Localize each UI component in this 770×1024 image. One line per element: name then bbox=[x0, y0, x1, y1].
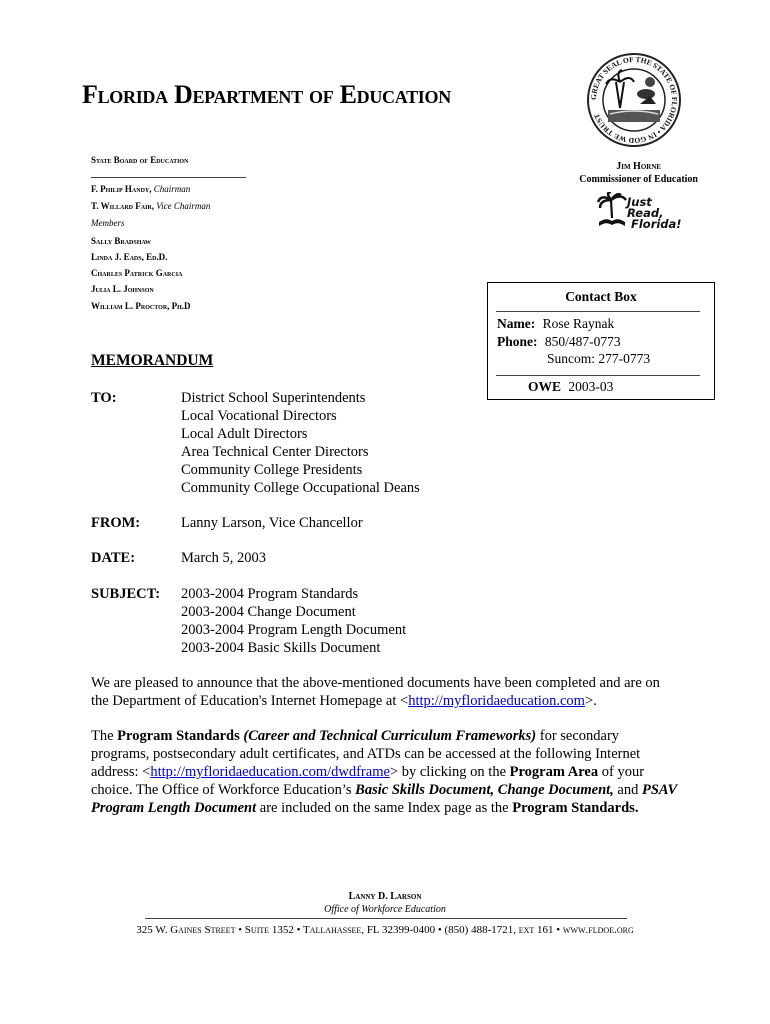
board-member: Sally Bradshaw bbox=[91, 236, 152, 246]
subject-item: 2003-2004 Program Length Document bbox=[181, 622, 407, 638]
recipient: Community College Occupational Deans bbox=[181, 480, 420, 496]
page-title: Florida Department of Education bbox=[82, 80, 451, 109]
homepage-link[interactable]: http://myfloridaeducation.com bbox=[408, 693, 585, 709]
board-member: Julia L. Johnson bbox=[91, 284, 154, 294]
footer-office: Office of Workforce Education bbox=[324, 904, 446, 915]
contact-suncom: Suncom: 277-0773 bbox=[547, 351, 651, 366]
subject-item: 2003-2004 Program Standards bbox=[181, 586, 359, 602]
commissioner-title: Commissioner of Education bbox=[579, 174, 698, 185]
recipient: Area Technical Center Directors bbox=[181, 444, 369, 460]
memo-subject-label: SUBJECT: bbox=[91, 586, 161, 602]
recipient: Community College Presidents bbox=[181, 462, 363, 478]
memo-subject-list bbox=[181, 585, 406, 657]
recipient: Local Adult Directors bbox=[181, 426, 308, 442]
logo-text: Just Read, Florida! bbox=[627, 195, 682, 231]
commissioner-block bbox=[579, 160, 698, 186]
recipient: District School Superintendents bbox=[181, 390, 366, 406]
contact-box-title: Contact Box bbox=[565, 289, 637, 304]
board-divider bbox=[91, 177, 246, 178]
board-member: Linda J. Eads, Ed.D. bbox=[91, 252, 168, 262]
dwdframe-link[interactable]: http://myfloridaeducation.com/dwdframe bbox=[150, 764, 390, 780]
board-chairman: F. Philip Handy, Chairman bbox=[91, 184, 191, 194]
just-read-florida-logo bbox=[597, 192, 687, 230]
memo-to-label: TO: bbox=[91, 390, 117, 406]
commissioner-name: Jim Horne bbox=[616, 161, 662, 172]
seal-icon bbox=[586, 52, 682, 148]
contact-divider bbox=[496, 311, 700, 312]
memo-from-label: FROM: bbox=[91, 515, 141, 531]
memo-date-label: DATE: bbox=[91, 550, 136, 566]
memo-from-value: Lanny Larson, Vice Chancellor bbox=[181, 515, 363, 531]
memo-to-list bbox=[181, 389, 420, 497]
board-members-label: Members bbox=[91, 218, 125, 228]
state-seal bbox=[586, 52, 682, 148]
contact-name: Name: Rose Raynak bbox=[497, 316, 615, 331]
palm-book-icon bbox=[597, 192, 627, 228]
memo-date-value: March 5, 2003 bbox=[181, 550, 266, 566]
contact-divider bbox=[496, 375, 700, 376]
board-heading: State Board of Education bbox=[91, 155, 189, 165]
board-vice-chairman: T. Willard Fair, Vice Chairman bbox=[91, 201, 211, 211]
body-paragraph-2: The Program Standards (Career and Technical Curriculum Frameworks) for secondary programs, postsecondary adult certificates, and ATDs can be accessed at the following Internet address: <http://myfloridaeducation.com/dwdframe> by clicking on the Program Area of your choice. The Office of Workforce Education’s Basic Skills Document, Change Document, and PSAV Program Length Document are included on the same Index page as the Program Standards. bbox=[91, 728, 677, 816]
subject-item: 2003-2004 Change Document bbox=[181, 604, 356, 620]
board-member: William L. Proctor, Ph.D bbox=[91, 301, 191, 311]
contact-box bbox=[487, 282, 715, 400]
footer-divider bbox=[145, 918, 627, 919]
subject-item: 2003-2004 Basic Skills Document bbox=[181, 640, 381, 656]
footer-address: 325 W. Gaines Street • Suite 1352 • Tallahassee, FL 32399-0400 • (850) 488-1721, ext 161 • www.fldoe.org bbox=[136, 924, 634, 936]
board-member: Charles Patrick Garcia bbox=[91, 268, 183, 278]
svg-text:GREAT SEAL OF THE STATE OF FLO: GREAT SEAL OF THE STATE OF FLORIDA • IN GOD WE TRUST bbox=[588, 54, 680, 146]
contact-phone: Phone: 850/487-0773 bbox=[497, 333, 621, 349]
memo-heading: MEMORANDUM bbox=[91, 352, 214, 369]
footer-name: Lanny D. Larson bbox=[348, 891, 422, 902]
contact-owe: OWE 2003-03 bbox=[528, 379, 614, 394]
recipient: Local Vocational Directors bbox=[181, 408, 337, 424]
body-paragraph-1: We are pleased to announce that the above-mentioned documents have been completed and are on the Department of Education's Internet Homepage at <http://myfloridaeducation.com>. bbox=[91, 675, 660, 709]
